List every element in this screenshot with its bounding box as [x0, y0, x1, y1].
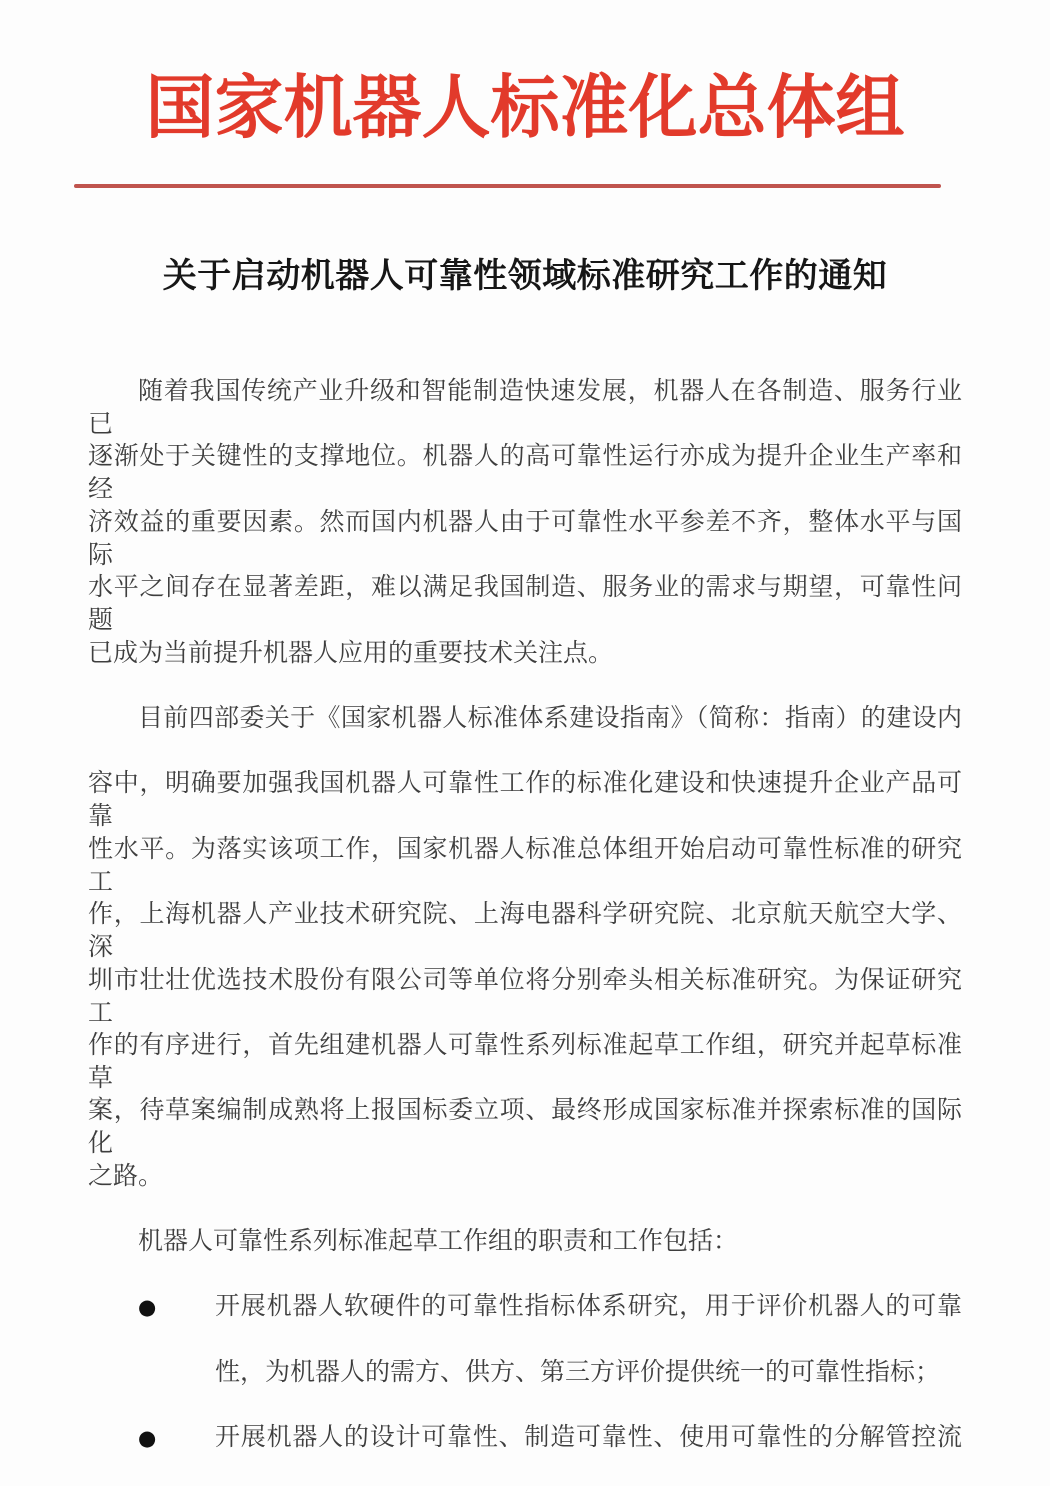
bullet-item: [88, 1290, 962, 1355]
paragraph-line: 已成为当前提升机器人应用的重要技术关注点。: [88, 639, 614, 667]
org-title: 国家机器人标准化总体组: [145, 70, 905, 146]
bullet-line: 开展机器人的设计可靠性、制造可靠性、使用可靠性的分解管控流: [215, 1424, 962, 1452]
paragraph-line: 容中，明确要加强我国机器人可靠性工作的标准化建设和快速提升企业产品可靠: [88, 770, 962, 831]
paragraph-line: 随着我国传统产业升级和智能制造快速发展，机器人在各制造、服务行业已: [88, 378, 962, 438]
paragraph-line: 机器人可靠性系列标准起草工作组的职责和工作包括：: [138, 1228, 739, 1256]
paragraph-line: 作的有序进行，首先组建机器人可靠性系列标准起草工作组，研究并起草标准草: [88, 1031, 962, 1092]
paragraph-line: 目前四部委关于《国家机器人标准体系建设指南》（简称：指南）的建设内: [138, 704, 962, 732]
paragraph-line: 作，上海机器人产业技术研究院、上海电器科学研究院、北京航天航空大学、深: [88, 901, 962, 962]
paragraph-line: 水平之间存在显著差距，难以满足我国制造、服务业的需求与期望，可靠性问题: [88, 574, 962, 635]
bullet-line: 性，为机器人的需方、供方、第三方评价提供统一的可靠性指标；: [215, 1358, 941, 1386]
paragraph-line: 性水平。为落实该项工作，国家机器人标准总体组开始启动可靠性标准的研究工: [88, 835, 962, 896]
paragraph-line: 逐渐处于关键性的支撑地位。机器人的高可靠性运行亦成为提升企业生产率和经: [88, 443, 962, 504]
paragraph-line: 圳市壮壮优选技术股份有限公司等单位将分别牵头相关标准研究。为保证研究工: [88, 966, 962, 1027]
bullet-icon: ●: [138, 1295, 157, 1320]
bullet-line: 开展机器人软硬件的可靠性指标体系研究，用于评价机器人的可靠: [215, 1293, 962, 1321]
document-body: [88, 375, 962, 1486]
bullet-item: [88, 1421, 962, 1486]
paragraph-line: 济效益的重要因素。然而国内机器人由于可靠性水平参差不齐，整体水平与国际: [88, 508, 962, 569]
notice-title: 关于启动机器人可靠性领域标准研究工作的通知: [162, 258, 888, 295]
paragraph-line: 之路。: [88, 1162, 164, 1190]
bullet-icon: ●: [138, 1426, 157, 1451]
paragraph-line: 案，待草案编制成熟将上报国标委立项、最终形成国家标准并探索标准的国际化: [88, 1097, 962, 1158]
letterhead-rule: [74, 184, 941, 188]
bullet-item-continuation: [88, 1356, 962, 1421]
